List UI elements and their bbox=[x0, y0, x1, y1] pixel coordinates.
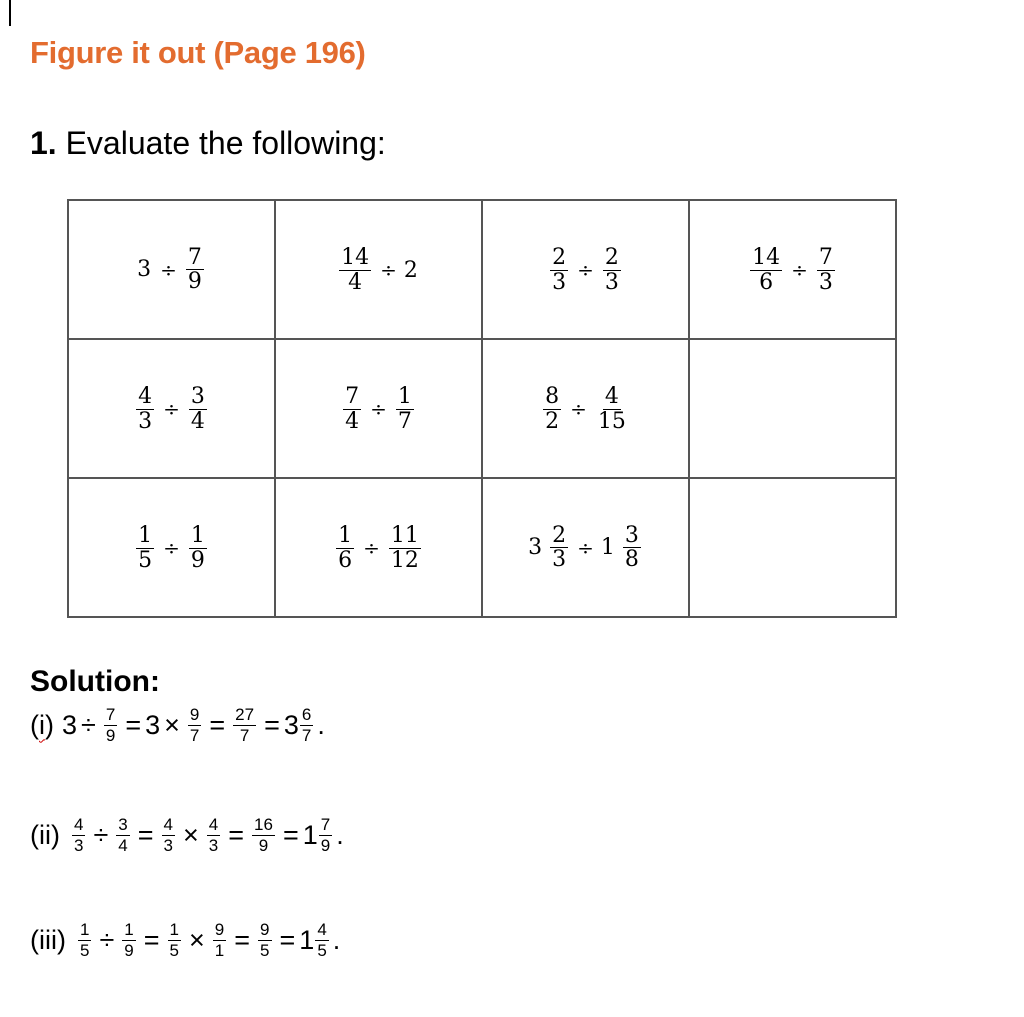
table-cell bbox=[275, 478, 482, 617]
fraction bbox=[315, 920, 328, 962]
fraction bbox=[336, 524, 354, 571]
fraction bbox=[162, 815, 175, 857]
denominator: 3 bbox=[138, 408, 153, 434]
math-text: . bbox=[317, 710, 325, 741]
denominator: 5 bbox=[260, 941, 270, 961]
fraction bbox=[213, 920, 226, 962]
fraction bbox=[550, 524, 568, 571]
fraction bbox=[550, 246, 568, 293]
denominator: 4 bbox=[190, 408, 205, 434]
numerator: 7 bbox=[818, 245, 833, 271]
math-operator: = bbox=[234, 925, 251, 956]
table-cell bbox=[689, 478, 896, 617]
solution-label: (ii) bbox=[30, 820, 60, 851]
table-cell bbox=[689, 339, 896, 478]
fraction bbox=[750, 246, 782, 293]
denominator: 4 bbox=[348, 269, 363, 295]
division-expression bbox=[748, 246, 837, 293]
page-title: Figure it out (Page 196) bbox=[30, 35, 366, 70]
fraction bbox=[122, 920, 135, 962]
math-operator: = bbox=[228, 820, 245, 851]
fraction bbox=[339, 246, 371, 293]
table-cell bbox=[482, 478, 689, 617]
numerator: 16 bbox=[252, 815, 275, 836]
denominator: 8 bbox=[624, 547, 639, 572]
math-operator: ÷ bbox=[93, 820, 109, 851]
solution-label: (iii) bbox=[30, 925, 66, 956]
fraction bbox=[186, 246, 204, 293]
math-text: 3 bbox=[62, 710, 78, 741]
whole-number: 2 bbox=[403, 257, 418, 283]
fraction bbox=[116, 815, 129, 857]
division-expression bbox=[137, 246, 206, 293]
denominator: 3 bbox=[73, 836, 84, 856]
spellcheck-text: i bbox=[39, 710, 45, 741]
fraction bbox=[596, 385, 628, 432]
numerator: 9 bbox=[213, 920, 226, 941]
question-number: 1. bbox=[30, 125, 57, 161]
fraction bbox=[319, 815, 332, 857]
denominator: 3 bbox=[552, 547, 567, 572]
expressions-table bbox=[67, 199, 897, 618]
fraction bbox=[136, 385, 154, 432]
fraction bbox=[188, 705, 201, 747]
table-cell bbox=[68, 200, 275, 339]
divide-sign: ÷ bbox=[163, 397, 180, 421]
math-text: 3 bbox=[145, 710, 161, 741]
math-operator: = bbox=[125, 710, 142, 741]
mixed-number bbox=[284, 705, 318, 747]
numerator: 1 bbox=[168, 920, 181, 941]
fraction bbox=[623, 524, 641, 571]
denominator: 9 bbox=[258, 836, 269, 856]
math-text: . bbox=[332, 925, 341, 956]
math-operator: ÷ bbox=[81, 710, 96, 741]
denominator: 9 bbox=[190, 547, 205, 573]
numerator: 3 bbox=[190, 384, 205, 410]
numerator: 1 bbox=[122, 920, 135, 941]
whole-number: 3 bbox=[137, 257, 152, 282]
fraction bbox=[396, 385, 414, 432]
numerator: 14 bbox=[752, 245, 781, 271]
divide-sign: ÷ bbox=[577, 535, 594, 560]
whole-number: 1 bbox=[600, 535, 615, 560]
numerator: 27 bbox=[233, 705, 256, 726]
division-expression bbox=[134, 385, 209, 432]
fraction bbox=[189, 385, 207, 432]
math-operator: = bbox=[143, 925, 160, 956]
math-operator: × bbox=[183, 820, 199, 851]
denominator: 2 bbox=[545, 408, 560, 434]
denominator: 7 bbox=[189, 726, 200, 746]
numerator: 3 bbox=[624, 522, 639, 548]
numerator: 1 bbox=[190, 523, 205, 549]
table-cell bbox=[482, 339, 689, 478]
solution-line-2 bbox=[30, 815, 344, 857]
division-expression bbox=[528, 524, 643, 571]
table-row bbox=[68, 200, 896, 339]
fraction bbox=[104, 705, 117, 747]
math-operator: = bbox=[279, 925, 296, 956]
numerator: 3 bbox=[116, 815, 129, 836]
denominator: 3 bbox=[818, 269, 833, 295]
divide-sign: ÷ bbox=[577, 258, 594, 282]
denominator: 1 bbox=[214, 941, 225, 961]
numerator: 14 bbox=[341, 245, 370, 271]
whole-number: 1 bbox=[302, 820, 318, 851]
division-expression bbox=[337, 246, 420, 293]
denominator: 5 bbox=[169, 941, 179, 961]
fraction bbox=[72, 815, 85, 857]
math-operator: × bbox=[164, 710, 180, 741]
table-row bbox=[68, 478, 896, 617]
divide-sign: ÷ bbox=[570, 397, 587, 421]
division-expression bbox=[334, 524, 423, 571]
solution-heading: Solution: bbox=[30, 665, 160, 698]
numerator: 1 bbox=[78, 920, 91, 941]
numerator: 2 bbox=[552, 245, 567, 271]
denominator: 3 bbox=[163, 836, 173, 856]
table-cell bbox=[68, 478, 275, 617]
table-cell bbox=[275, 200, 482, 339]
denominator: 3 bbox=[208, 836, 219, 856]
numerator: 4 bbox=[72, 815, 85, 836]
denominator: 9 bbox=[187, 269, 202, 294]
numerator: 4 bbox=[207, 815, 220, 836]
fraction bbox=[603, 246, 621, 293]
table-cell bbox=[482, 200, 689, 339]
denominator: 4 bbox=[118, 836, 128, 856]
denominator: 6 bbox=[338, 547, 353, 573]
denominator: 5 bbox=[138, 547, 153, 573]
numerator: 9 bbox=[258, 920, 271, 941]
numerator: 11 bbox=[390, 523, 419, 549]
denominator: 9 bbox=[105, 726, 116, 746]
denominator: 9 bbox=[320, 836, 331, 856]
math-operator: = bbox=[137, 820, 154, 851]
fraction bbox=[300, 705, 313, 747]
denominator: 4 bbox=[345, 408, 360, 434]
divide-sign: ÷ bbox=[380, 258, 397, 282]
numerator: 7 bbox=[319, 815, 332, 836]
divide-sign: ÷ bbox=[363, 536, 380, 560]
numerator: 1 bbox=[138, 523, 153, 549]
fraction bbox=[207, 815, 220, 857]
fraction bbox=[252, 815, 275, 857]
divide-sign: ÷ bbox=[160, 257, 177, 282]
numerator: 4 bbox=[315, 920, 328, 941]
table-cell bbox=[275, 339, 482, 478]
fraction bbox=[136, 524, 154, 571]
fraction bbox=[258, 920, 271, 962]
denominator: 7 bbox=[239, 726, 250, 746]
fraction bbox=[233, 705, 256, 747]
denominator: 15 bbox=[597, 408, 626, 434]
division-expression bbox=[134, 524, 209, 571]
denominator: 12 bbox=[390, 547, 419, 573]
numerator: 2 bbox=[552, 522, 567, 548]
division-expression bbox=[548, 246, 623, 293]
divide-sign: ÷ bbox=[791, 258, 808, 282]
numerator: 8 bbox=[545, 384, 560, 410]
whole-number: 3 bbox=[528, 535, 543, 560]
text-cursor bbox=[9, 0, 11, 26]
denominator: 5 bbox=[317, 941, 327, 961]
division-expression bbox=[541, 385, 630, 432]
denominator: 3 bbox=[552, 269, 567, 295]
mixed-number bbox=[299, 920, 333, 962]
math-text: . bbox=[336, 820, 344, 851]
numerator: 1 bbox=[397, 384, 412, 410]
numerator: 2 bbox=[604, 245, 619, 271]
whole-number: 1 bbox=[299, 925, 315, 956]
denominator: 5 bbox=[79, 941, 90, 961]
denominator: 7 bbox=[301, 726, 312, 746]
table-cell bbox=[68, 339, 275, 478]
numerator: 4 bbox=[604, 384, 619, 410]
denominator: 6 bbox=[759, 269, 774, 295]
fraction bbox=[78, 920, 91, 962]
math-operator: × bbox=[189, 925, 205, 956]
denominator: 9 bbox=[124, 941, 134, 961]
numerator: 1 bbox=[338, 523, 353, 549]
fraction bbox=[168, 920, 181, 962]
mixed-number bbox=[303, 815, 337, 857]
divide-sign: ÷ bbox=[370, 397, 387, 421]
numerator: 7 bbox=[345, 384, 360, 410]
whole-number: 3 bbox=[283, 710, 299, 741]
question-text: Evaluate the following: bbox=[65, 125, 386, 161]
math-operator: = bbox=[209, 710, 226, 741]
table-cell bbox=[689, 200, 896, 339]
question-1 bbox=[30, 125, 386, 162]
numerator: 7 bbox=[104, 705, 117, 726]
numerator: 4 bbox=[138, 384, 153, 410]
fraction bbox=[817, 246, 835, 293]
solution-line-1 bbox=[30, 705, 325, 747]
math-operator: ÷ bbox=[99, 925, 115, 956]
numerator: 4 bbox=[162, 815, 175, 836]
numerator: 9 bbox=[188, 705, 201, 726]
denominator: 3 bbox=[604, 269, 619, 295]
denominator: 7 bbox=[397, 408, 412, 434]
fraction bbox=[343, 385, 361, 432]
solution-line-3 bbox=[30, 920, 340, 962]
math-operator: = bbox=[282, 820, 299, 851]
fraction bbox=[543, 385, 561, 432]
fraction bbox=[389, 524, 421, 571]
solution-label: (i) bbox=[30, 710, 54, 741]
division-expression bbox=[341, 385, 416, 432]
numerator: 6 bbox=[300, 705, 313, 726]
divide-sign: ÷ bbox=[163, 536, 180, 560]
fraction bbox=[189, 524, 207, 571]
math-operator: = bbox=[264, 710, 280, 741]
numerator: 7 bbox=[187, 244, 202, 270]
table-row bbox=[68, 339, 896, 478]
